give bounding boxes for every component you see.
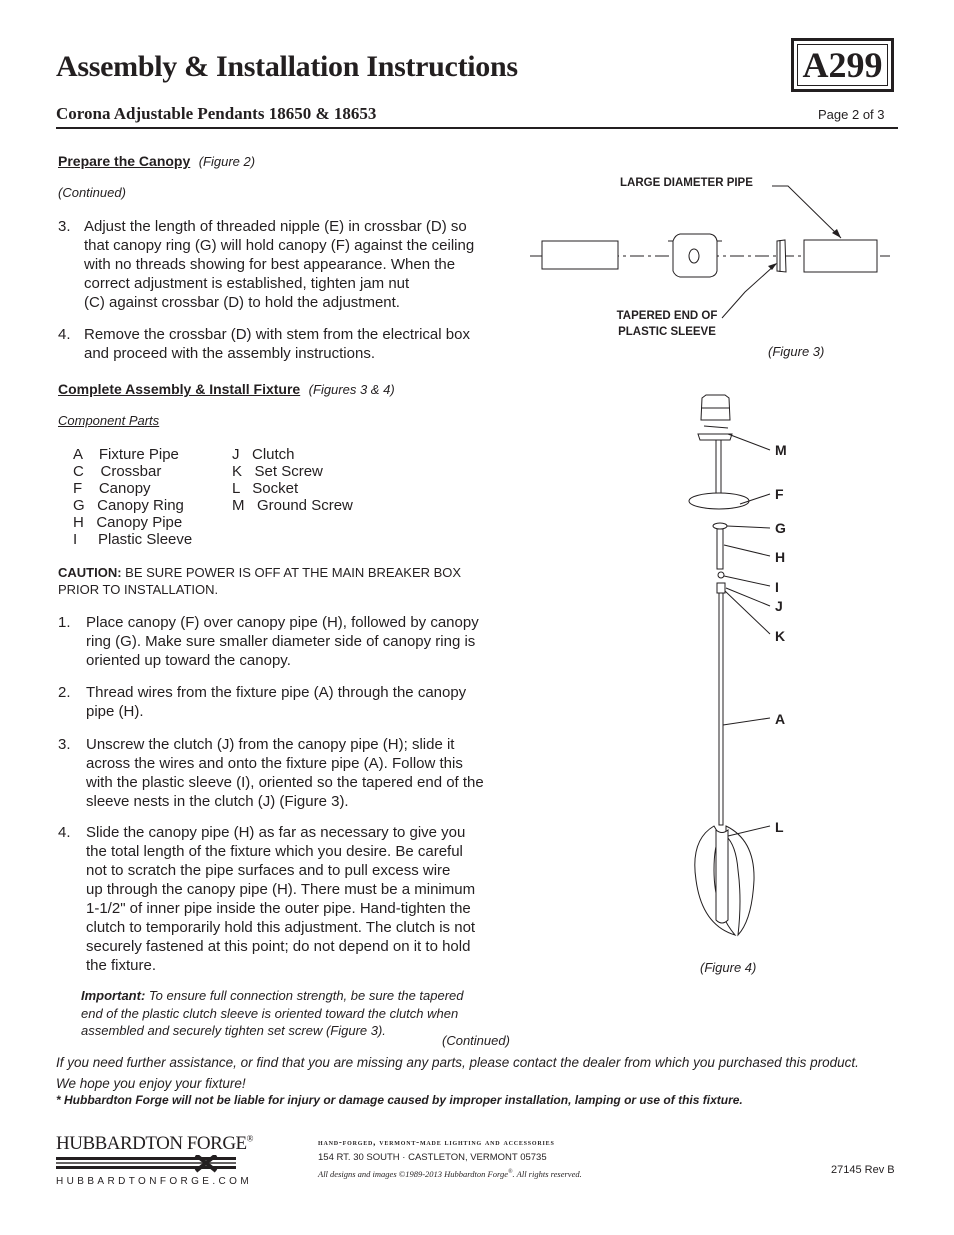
callout-label: G (775, 520, 786, 536)
leader-line (723, 718, 770, 725)
callout-label: K (775, 628, 786, 644)
step-line: the total length of the fixture which you desire. Be careful (86, 843, 463, 860)
prepare-step-3 (58, 217, 498, 312)
plastic-sleeve (718, 572, 724, 578)
part-item: K Set Screw (232, 463, 323, 480)
complete-step-2 (58, 683, 498, 721)
step-line: sleeve nests in the clutch (J) (Figure 3). (86, 793, 349, 810)
important-line: assembled and securely tighten set screw (Figure 3). (81, 1023, 386, 1038)
step-number: 4. (58, 326, 71, 343)
label-line: TAPERED END OF (616, 310, 718, 322)
step-line: ring (G). Make sure smaller diameter side of canopy ring is (86, 633, 476, 650)
part-item: L Socket (232, 480, 299, 497)
page-subtitle: Corona Adjustable Pendants 18650 & 18653 (56, 104, 377, 123)
leader-line (728, 434, 770, 450)
callout-label: L (775, 819, 784, 835)
liability-note: * Hubbardton Forge will not be liable for injury or damage caused by improper installation, lamping or use of this fixture. (56, 1093, 743, 1107)
page-indicator: Page 2 of 3 (818, 107, 885, 122)
callout-label: A (775, 711, 786, 727)
leader-line (724, 576, 770, 586)
step-line: securely fastened at this point; do not depend on it to hold (86, 938, 471, 955)
canopy-ring (713, 523, 727, 529)
fixture-pipe (719, 593, 723, 825)
clutch (717, 583, 725, 593)
copyright-registered-mark: ® (507, 1169, 513, 1176)
leader-line-pipe (772, 186, 841, 238)
caution-label: CAUTION: (58, 565, 122, 580)
step-line: (C) against crossbar (D) to hold the adjustment. (84, 294, 400, 311)
step-line: with the plastic sleeve (I), oriented so the tapered end of the (86, 774, 484, 791)
brand-registered-mark: ® (246, 1133, 253, 1144)
step-number: 4. (58, 824, 71, 841)
canopy-pipe (717, 529, 723, 569)
part-item: M Ground Screw (232, 497, 353, 514)
step-line: clutch to temporarily hold this adjustment. The clutch is not (86, 919, 476, 936)
header-rule (56, 127, 898, 129)
step-line: Remove the crossbar (D) with stem from the electrical box (84, 326, 470, 343)
step-line: and proceed with the assembly instructions. (84, 345, 375, 362)
prepare-heading: Prepare the Canopy (58, 153, 191, 169)
step-line: Adjust the length of threaded nipple (E) in crossbar (D) so (84, 218, 467, 235)
step-line: across the wires and onto the fixture pipe (A). Follow this (86, 755, 463, 772)
figure-4-caption: (Figure 4) (700, 960, 757, 975)
caution-line: BE SURE POWER IS OFF AT THE MAIN BREAKER BOX (125, 565, 462, 580)
step-line: Place canopy (F) over canopy pipe (H), followed by canopy (86, 614, 479, 631)
assistance-line: We hope you enjoy your fixture! (56, 1076, 246, 1091)
brand-logo-text (56, 1133, 253, 1155)
component-parts-heading: Component Parts (58, 413, 160, 428)
leader-line (727, 526, 770, 528)
plastic-sleeve-shape (777, 240, 786, 272)
important-line: To ensure full connection strength, be sure the tapered (148, 988, 464, 1003)
assistance-note (56, 1052, 859, 1094)
step-number: 3. (58, 218, 71, 235)
step-line: up through the canopy pipe (H). There must be a minimum (86, 881, 476, 898)
brand-logo-mark (56, 1155, 246, 1173)
prepare-step-4 (58, 325, 498, 363)
part-item: J Clutch (232, 446, 295, 463)
step-line: with no threads showing for best appearance. When the (84, 256, 456, 273)
step-line: oriented up toward the canopy. (86, 652, 291, 669)
part-item: F Canopy (73, 480, 151, 497)
important-note (81, 987, 464, 1040)
crossbar (698, 434, 732, 440)
fixture-pipe-shape (542, 241, 618, 269)
prepare-continued: (Continued) (58, 185, 126, 200)
document-number-inner-border (797, 44, 888, 86)
leader-line (726, 588, 770, 606)
caution-line: PRIOR TO INSTALLATION. (58, 582, 219, 597)
shade-left (695, 826, 735, 935)
prepare-heading-row (58, 153, 255, 171)
figure-3-caption: (Figure 3) (768, 344, 825, 359)
complete-continued: (Continued) (442, 1033, 510, 1048)
label-large-diameter-pipe: LARGE DIAMETER PIPE (620, 177, 753, 189)
leader-line (724, 545, 770, 556)
important-line: end of the plastic clutch sleeve is oriented toward the clutch when (81, 1005, 459, 1021)
socket-shape (716, 830, 728, 923)
callout-label: H (775, 549, 786, 565)
document-revision: 27145 Rev B (831, 1164, 895, 1176)
complete-heading: Complete Assembly & Install Fixture (58, 381, 301, 397)
step-number: 2. (58, 684, 71, 701)
label-line: PLASTIC SLEEVE (618, 326, 716, 338)
callout-label: J (775, 598, 783, 614)
part-item: H Canopy Pipe (73, 514, 183, 531)
step-line: pipe (H). (86, 703, 144, 720)
complete-step-1 (58, 613, 498, 670)
complete-figure-ref: (Figures 3 & 4) (308, 382, 395, 397)
step-line: not to scratch the pipe surfaces and to pull excess wire (86, 862, 451, 879)
step-line: correct adjustment is established, tighten jam nut (84, 275, 410, 292)
arrowhead (768, 263, 777, 270)
leader-line-sleeve (722, 264, 776, 318)
step-line: 1-1/2" of inner pipe inside the outer pipe. Hand-tighten the (86, 900, 471, 917)
important-label: Important: (81, 988, 146, 1003)
leader-line (725, 591, 770, 634)
part-item: C Crossbar (73, 463, 162, 480)
step-number: 1. (58, 614, 71, 631)
step-line: Thread wires from the fixture pipe (A) through the canopy (86, 684, 467, 701)
website-url[interactable]: HUBBARDTONFORGE.COM (56, 1176, 253, 1187)
part-item: I Plastic Sleeve (73, 531, 193, 548)
company-tagline: hand-forged, vermont-made lighting and accessories (318, 1137, 555, 1147)
ground-screw-line (704, 426, 728, 428)
set-screw-shape (689, 249, 699, 263)
parts-list-right (232, 446, 353, 514)
figure-4-diagram (680, 390, 780, 950)
part-item: G Canopy Ring (73, 497, 184, 514)
complete-heading-row (58, 381, 395, 399)
large-diameter-pipe-shape (804, 240, 877, 272)
document-number-box (791, 38, 894, 92)
brand-name: HUBBARDTON FORGE (56, 1133, 247, 1154)
company-address: 154 RT. 30 SOUTH · CASTLETON, VERMONT 05735 (318, 1152, 547, 1163)
step-number: 3. (58, 736, 71, 753)
complete-step-4 (58, 823, 508, 975)
callout-label: I (775, 579, 779, 595)
copyright-notice (318, 1169, 582, 1179)
parts-list-left (73, 446, 192, 548)
assistance-line: If you need further assistance, or find that you are missing any parts, please contact the dealer from which you purchased this product. (56, 1055, 859, 1070)
complete-step-3 (58, 735, 508, 811)
shade-right (726, 826, 754, 935)
document-number: A299 (802, 45, 883, 85)
copyright-text: All designs and images ©1989-2013 Hubbardton Forge (318, 1169, 508, 1179)
callout-label: M (775, 442, 787, 458)
step-line: Slide the canopy pipe (H) as far as necessary to give you (86, 824, 466, 841)
callout-label: F (775, 486, 784, 502)
step-line: the fixture. (86, 957, 157, 974)
stem (716, 440, 721, 495)
copyright-text-end: . All rights reserved. (512, 1169, 582, 1179)
canopy (689, 493, 749, 509)
step-line: Unscrew the clutch (J) from the canopy pipe (H); slide it (86, 736, 455, 753)
figure-3-diagram (530, 180, 890, 320)
step-line: that canopy ring (G) will hold canopy (F) against the ceiling (84, 237, 475, 254)
prepare-figure-ref: (Figure 2) (198, 154, 256, 169)
page-title: Assembly & Installation Instructions (56, 50, 518, 83)
caution-note (58, 564, 461, 598)
part-item: A Fixture Pipe (73, 446, 179, 463)
